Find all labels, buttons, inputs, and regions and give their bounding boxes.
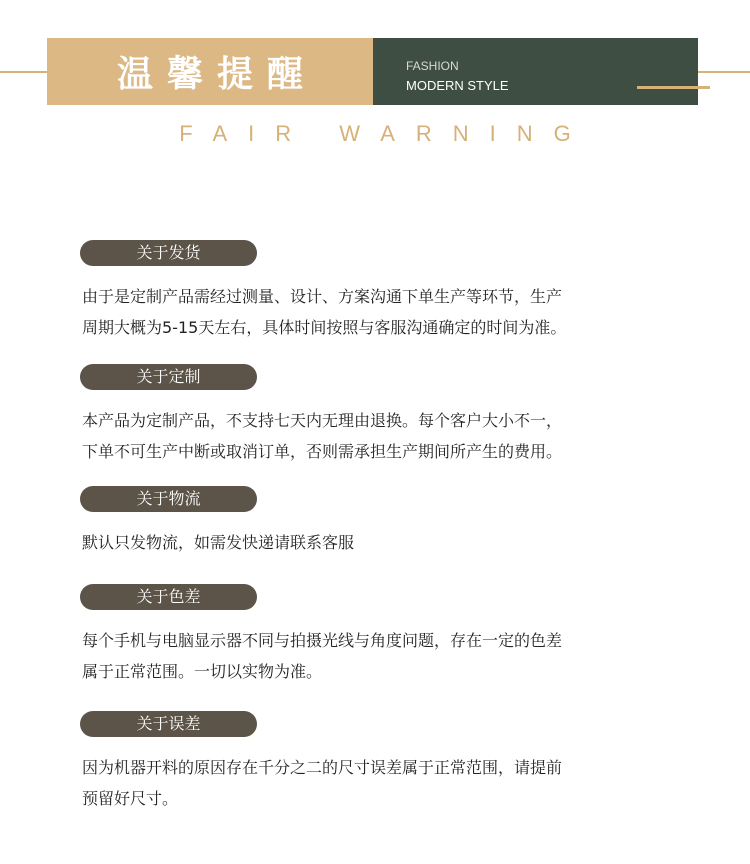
section-text bbox=[82, 625, 662, 687]
section-shipping bbox=[80, 240, 680, 343]
section-text bbox=[82, 527, 662, 558]
banner-style-block bbox=[373, 38, 698, 105]
decor-line-right bbox=[697, 71, 750, 73]
section-label: 关于定制 bbox=[80, 364, 257, 390]
text-line: 预留好尺寸。 bbox=[82, 789, 179, 808]
section-size-tolerance bbox=[80, 711, 680, 814]
text-line: 每个手机与电脑显示器不同与拍摄光线与角度问题，存在一定的色差 bbox=[82, 631, 563, 650]
section-color-difference bbox=[80, 584, 680, 687]
decor-accent-line bbox=[637, 86, 710, 89]
section-label: 关于物流 bbox=[80, 486, 257, 512]
section-text bbox=[82, 405, 662, 467]
modern-style-label: MODERN STYLE bbox=[406, 78, 509, 93]
text-line: 属于正常范围。一切以实物为准。 bbox=[82, 662, 323, 681]
section-customization bbox=[80, 364, 680, 467]
section-label: 关于色差 bbox=[80, 584, 257, 610]
section-label: 关于发货 bbox=[80, 240, 257, 266]
text-line: 下单不可生产中断或取消订单，否则需承担生产期间所产生的费用。 bbox=[82, 442, 563, 461]
text-line: 由于是定制产品需经过测量、设计、方案沟通下单生产等环节，生产 bbox=[82, 287, 563, 306]
banner-title-block bbox=[47, 38, 373, 105]
section-text bbox=[82, 752, 662, 814]
text-line: 因为机器开料的原因存在千分之二的尺寸误差属于正常范围，请提前 bbox=[82, 758, 563, 777]
fair-warning-subtitle: FAIR WARNING bbox=[179, 121, 592, 146]
page-title: 温馨提醒 bbox=[116, 54, 317, 95]
decor-line-left bbox=[0, 71, 50, 73]
text-line: 默认只发物流，如需发快递请联系客服 bbox=[82, 533, 355, 552]
text-line: 本产品为定制产品，不支持七天内无理由退换。每个客户大小不一， bbox=[82, 411, 563, 430]
section-logistics bbox=[80, 486, 680, 558]
section-label: 关于误差 bbox=[80, 711, 257, 737]
text-line: 周期大概为5-15天左右，具体时间按照与客服沟通确定的时间为准。 bbox=[82, 318, 567, 337]
section-text bbox=[82, 281, 662, 343]
fashion-label: FASHION bbox=[406, 59, 459, 73]
